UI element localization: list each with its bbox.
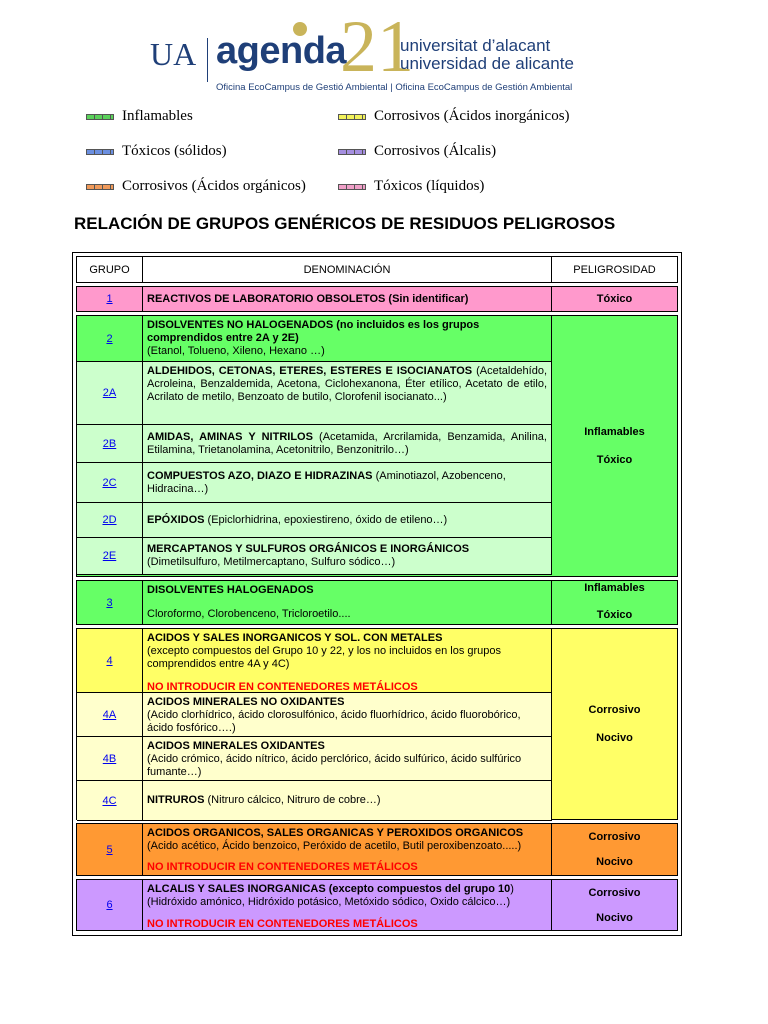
table-row-group-4a bbox=[77, 693, 552, 737]
table-row-group-3 bbox=[76, 580, 678, 625]
table-row-group-2 bbox=[77, 316, 552, 362]
group-code-cell bbox=[77, 693, 143, 736]
denominacion-title-tail: ) bbox=[510, 883, 514, 895]
hazard-label: Corrosivo bbox=[588, 704, 641, 716]
group-code-cell bbox=[77, 287, 143, 311]
denominacion-cell bbox=[143, 737, 552, 780]
table-row-group-4c bbox=[77, 781, 552, 821]
denominacion-detail: (Hidróxido amónico, Hidróxido potásico, Metóxido sódico, Oxido cálcico…) bbox=[147, 896, 511, 908]
logo-number: 21 bbox=[340, 6, 414, 88]
denominacion-cell bbox=[143, 362, 552, 424]
agenda21-logo bbox=[150, 6, 610, 98]
denominacion-cell bbox=[143, 287, 552, 311]
legend-item-corrosivos-alcalis bbox=[338, 143, 496, 160]
legend-label: Corrosivos (Ácidos orgánicos) bbox=[122, 178, 306, 194]
denominacion-title: AMIDAS, AMINAS Y NITRILOS bbox=[147, 430, 313, 443]
denominacion-cell bbox=[143, 781, 552, 820]
logo-divider bbox=[207, 38, 208, 82]
denominacion-detail: (Acido clorhídrico, ácido clorosulfónico, ácido fluorhídrico, ácido fluorobórico, ácido fosfórico….) bbox=[147, 709, 521, 734]
table-row-group-1 bbox=[76, 286, 678, 312]
warning-text: NO INTRODUCIR EN CONTENEDORES METÁLICOS bbox=[147, 681, 418, 693]
hazard-label: Inflamables bbox=[584, 582, 645, 594]
peligrosidad-cell bbox=[552, 880, 677, 930]
denominacion-title: ACIDOS ORGANICOS, SALES ORGANICAS Y PEROXIDOS ORGANICOS bbox=[147, 827, 524, 839]
table-header-row bbox=[76, 256, 678, 283]
denominacion-title: ACIDOS MINERALES NO OXIDANTES bbox=[147, 696, 345, 708]
table-row-group-2d bbox=[77, 503, 552, 538]
table-row-group-2c bbox=[77, 463, 552, 503]
legend-swatch bbox=[86, 184, 114, 190]
group-code-cell bbox=[77, 538, 143, 574]
denominacion-cell bbox=[143, 880, 552, 930]
table-block-group-2 bbox=[76, 315, 678, 577]
warning-text: NO INTRODUCIR EN CONTENEDORES METÁLICOS bbox=[147, 918, 418, 930]
group-code-cell bbox=[77, 781, 143, 820]
logo-agenda: agenda bbox=[216, 30, 347, 72]
group-link-4b[interactable]: 4B bbox=[102, 752, 117, 765]
peligrosidad-cell bbox=[552, 316, 677, 576]
table-row-group-2a bbox=[77, 362, 552, 425]
group-link-2e[interactable]: 2E bbox=[102, 550, 117, 562]
denominacion-title: DISOLVENTES NO HALOGENADOS (no incluidos es los grupos comprendidos entre 2A y 2E) bbox=[147, 319, 480, 344]
group-link-2c[interactable]: 2C bbox=[102, 476, 117, 489]
denominacion-title: ALDEHIDOS, CETONAS, ETERES, ESTERES E ISOCIANATOS bbox=[147, 365, 473, 377]
hazard-label: Nocivo bbox=[596, 856, 633, 869]
group-link-2[interactable]: 2 bbox=[106, 332, 113, 345]
group-link-4c[interactable]: 4C bbox=[102, 794, 117, 807]
legend-item-inflamables bbox=[86, 108, 193, 125]
logo-office: Oficina EcoCampus de Gestió Ambiental | Oficina EcoCampus de Gestión Ambiental bbox=[216, 82, 573, 93]
logo-university-ca: universitat d’alacant bbox=[400, 36, 551, 55]
denominacion-title: ACIDOS Y SALES INORGANICOS Y SOL. CON METALES bbox=[147, 632, 443, 644]
legend-swatch bbox=[338, 184, 366, 190]
denominacion-detail: (Acido crómico, ácido nítrico, ácido perclórico, ácido sulfúrico, ácido sulfúrico fumante…) bbox=[147, 753, 522, 778]
group-link-5[interactable]: 5 bbox=[106, 843, 113, 856]
hazard-label: Inflamables bbox=[584, 426, 645, 438]
denominacion-title: NITRUROS bbox=[147, 794, 205, 806]
group-link-2d[interactable]: 2D bbox=[102, 514, 117, 526]
hazard-label: Tóxico bbox=[596, 293, 633, 305]
legend-item-corrosivos-acidos-organicos bbox=[86, 178, 306, 195]
denominacion-cell bbox=[143, 581, 552, 624]
table-block-group-4 bbox=[76, 628, 678, 820]
peligrosidad-cell bbox=[552, 629, 677, 819]
peligrosidad-cell bbox=[552, 287, 677, 311]
table-row-group-2e bbox=[77, 538, 552, 575]
group-code-cell bbox=[77, 629, 143, 692]
group-code-cell bbox=[77, 737, 143, 780]
denominacion-cell bbox=[143, 425, 552, 462]
logo-university-es: universidad de alicante bbox=[400, 54, 574, 73]
denominacion-detail: (Acetamida, Arcrilamida, Benzamida, Anilina, Etilamina, Trietanolamina, Acetonitrilo, Benzonitrilo…) bbox=[147, 430, 547, 456]
denominacion-detail: (Nitruro cálcico, Nitruro de cobre…) bbox=[207, 794, 381, 806]
legend-swatch bbox=[86, 149, 114, 155]
legend-label: Inflamables bbox=[122, 108, 193, 124]
hazard-label: Nocivo bbox=[596, 732, 633, 744]
group-link-4a[interactable]: 4A bbox=[102, 708, 117, 721]
logo-ua: UA bbox=[150, 36, 197, 72]
header-denominacion: DENOMINACIÓN bbox=[143, 257, 552, 282]
legend-label: Corrosivos (Álcalis) bbox=[374, 143, 497, 159]
table-row-group-2b bbox=[77, 425, 552, 463]
group-link-1[interactable]: 1 bbox=[106, 293, 113, 305]
denominacion-detail: (Acetaldehído, Acroleina, Benzaldemida, Acetona, Ciclohexanona, Éter etílico, Acetato de etilo, Acrilato de metilo, Benzoato de butilo, Clorofenil isocianato...) bbox=[147, 365, 548, 403]
denominacion-cell bbox=[143, 629, 552, 692]
table-row-group-5 bbox=[76, 823, 678, 876]
denominacion-detail: Cloroformo, Clorobenceno, Tricloroetilo.... bbox=[147, 608, 351, 620]
legend-item-toxicos-liquidos bbox=[338, 178, 484, 195]
hazard-label: Corrosivo bbox=[588, 886, 641, 899]
legend-swatch bbox=[338, 114, 366, 120]
denominacion-cell bbox=[143, 824, 552, 875]
legend-item-corrosivos-acidos-inorganicos bbox=[338, 108, 570, 125]
group-code-cell bbox=[77, 425, 143, 462]
group-code-cell bbox=[77, 463, 143, 502]
legend-label: Corrosivos (Ácidos inorgánicos) bbox=[374, 108, 570, 124]
table-row-group-4 bbox=[77, 629, 552, 693]
hazard-label: Corrosivo bbox=[588, 830, 641, 843]
group-link-6[interactable]: 6 bbox=[106, 899, 113, 911]
legend-label: Tóxicos (líquidos) bbox=[374, 178, 485, 194]
denominacion-title: EPÓXIDOS bbox=[147, 513, 205, 526]
group-code-cell bbox=[77, 880, 143, 930]
warning-text: NO INTRODUCIR EN CONTENEDORES METÁLICOS bbox=[147, 861, 418, 873]
table-row-group-4b bbox=[77, 737, 552, 781]
denominacion-cell bbox=[143, 538, 552, 574]
table-row-group-6 bbox=[76, 879, 678, 931]
denominacion-title: COMPUESTOS AZO, DIAZO E HIDRAZINAS bbox=[147, 469, 373, 482]
denominacion-title: ACIDOS MINERALES OXIDANTES bbox=[147, 740, 325, 752]
group-link-3[interactable]: 3 bbox=[106, 596, 113, 609]
denominacion-title: MERCAPTANOS Y SULFUROS ORGÁNICOS E INORGÁNICOS bbox=[147, 543, 470, 555]
legend-item-toxicos-solidos bbox=[86, 143, 227, 160]
denominacion-cell bbox=[143, 463, 552, 502]
peligrosidad-cell bbox=[552, 581, 677, 624]
denominacion-cell bbox=[143, 503, 552, 537]
peligrosidad-cell bbox=[552, 824, 677, 875]
denominacion-detail: (Aminotiazol, Azobenceno, Hidracina…) bbox=[147, 469, 506, 495]
group-code-cell bbox=[77, 503, 143, 537]
denominacion-title: ALCALIS Y SALES INORGANICAS (excepto compuestos del grupo 10 bbox=[147, 883, 511, 895]
denominacion-cell bbox=[143, 693, 552, 736]
group-code-cell bbox=[77, 316, 143, 361]
denominacion-title: REACTIVOS DE LABORATORIO OBSOLETOS (Sin identificar) bbox=[147, 292, 469, 305]
group-link-2a[interactable]: 2A bbox=[102, 387, 117, 399]
denominacion-detail: (excepto compuestos del Grupo 10 y 22, y los no incluidos en los grupos comprendidos entre 4A y 4C) bbox=[147, 645, 502, 670]
group-code-cell bbox=[77, 362, 143, 424]
hazard-label: Tóxico bbox=[596, 454, 633, 466]
page-title: RELACIÓN DE GRUPOS GENÉRICOS DE RESIDUOS PELIGROSOS bbox=[74, 214, 616, 233]
denominacion-title: DISOLVENTES HALOGENADOS bbox=[147, 584, 314, 596]
hazard-label: Tóxico bbox=[596, 609, 633, 621]
denominacion-cell bbox=[143, 316, 552, 361]
group-code-cell bbox=[77, 581, 143, 624]
group-link-2b[interactable]: 2B bbox=[102, 437, 117, 450]
header-grupo: GRUPO bbox=[77, 257, 143, 282]
denominacion-detail: (Etanol, Tolueno, Xileno, Hexano …) bbox=[147, 345, 325, 357]
header-peligrosidad: PELIGROSIDAD bbox=[573, 263, 656, 276]
legend-swatch bbox=[86, 114, 114, 120]
denominacion-detail: (Acido acético, Ácido benzoico, Peróxido de acetilo, Butil peroxibenzoato.....) bbox=[147, 840, 522, 852]
legend-label: Tóxicos (sólidos) bbox=[122, 143, 227, 159]
legend-swatch bbox=[338, 149, 366, 155]
group-link-4[interactable]: 4 bbox=[106, 654, 113, 667]
group-code-cell bbox=[77, 824, 143, 875]
denominacion-detail: (Epiclorhidrina, epoxiestireno, óxido de etileno…) bbox=[207, 513, 448, 526]
hazard-label: Nocivo bbox=[596, 911, 633, 924]
denominacion-detail: (Dimetilsulfuro, Metilmercaptano, Sulfuro sódico…) bbox=[147, 556, 396, 568]
